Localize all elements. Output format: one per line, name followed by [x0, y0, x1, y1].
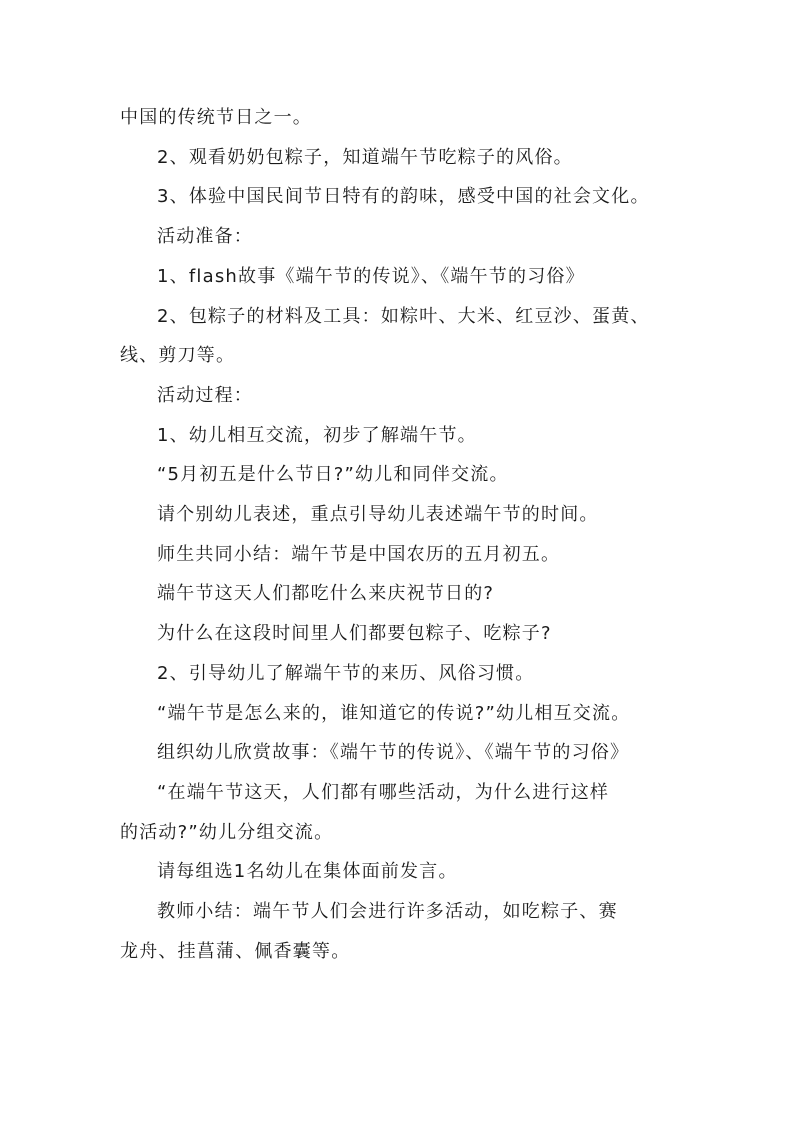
document-body: [120, 98, 680, 971]
text-line: “5月初五是什么节日?”幼儿和同伴交流。: [157, 464, 509, 486]
text-line: “端午节是怎么来的，谁知道它的传说?”幼儿相互交流。: [157, 702, 631, 724]
text-line: 中国的传统节日之一。: [120, 107, 312, 128]
text-line: 端午节这天人们都吃什么来庆祝节日的?: [157, 583, 495, 605]
text-line: 1、幼儿相互交流，初步了解端午节。: [157, 424, 477, 446]
text-line: 师生共同小结：端午节是中国农历的五月初五。: [157, 543, 561, 565]
text-line: 1、flash故事《端午节的传说》、《端午节的习俗》: [157, 265, 585, 287]
text-line: 请每组选1名幼儿在集体面前发言。: [157, 861, 458, 883]
section-heading: 活动准备：: [157, 226, 253, 248]
text-line: 2、观看奶奶包粽子，知道端午节吃粽子的风俗。: [157, 146, 573, 168]
text-line: 组织幼儿欣赏故事：《端午节的传说》、《端午节的习俗》: [157, 742, 630, 764]
text-line: 3、体验中国民间节日特有的韵味，感受中国的社会文化。: [157, 186, 650, 208]
text-line: 请个别幼儿表述，重点引导幼儿表述端午节的时间。: [157, 504, 599, 526]
text-line: 教师小结：端午节人们会进行许多活动，如吃粽子、赛: [157, 901, 618, 923]
text-line: 的活动?”幼儿分组交流。: [120, 821, 334, 843]
text-line: “在端午节这天，人们都有哪些活动，为什么进行这样: [157, 781, 610, 803]
text-line: 为什么在这段时间里人们都要包粽子、吃粽子?: [157, 623, 552, 645]
text-line: 线、剪刀等。: [120, 345, 236, 367]
text-line: 龙舟、挂菖蒲、佩香囊等。: [120, 940, 351, 962]
section-heading: 活动过程：: [157, 384, 253, 406]
text-line: 2、引导幼儿了解端午节的来历、风俗习惯。: [157, 662, 535, 684]
text-line: 2、包粽子的材料及工具：如粽叶、大米、红豆沙、蛋黄、: [157, 305, 650, 327]
